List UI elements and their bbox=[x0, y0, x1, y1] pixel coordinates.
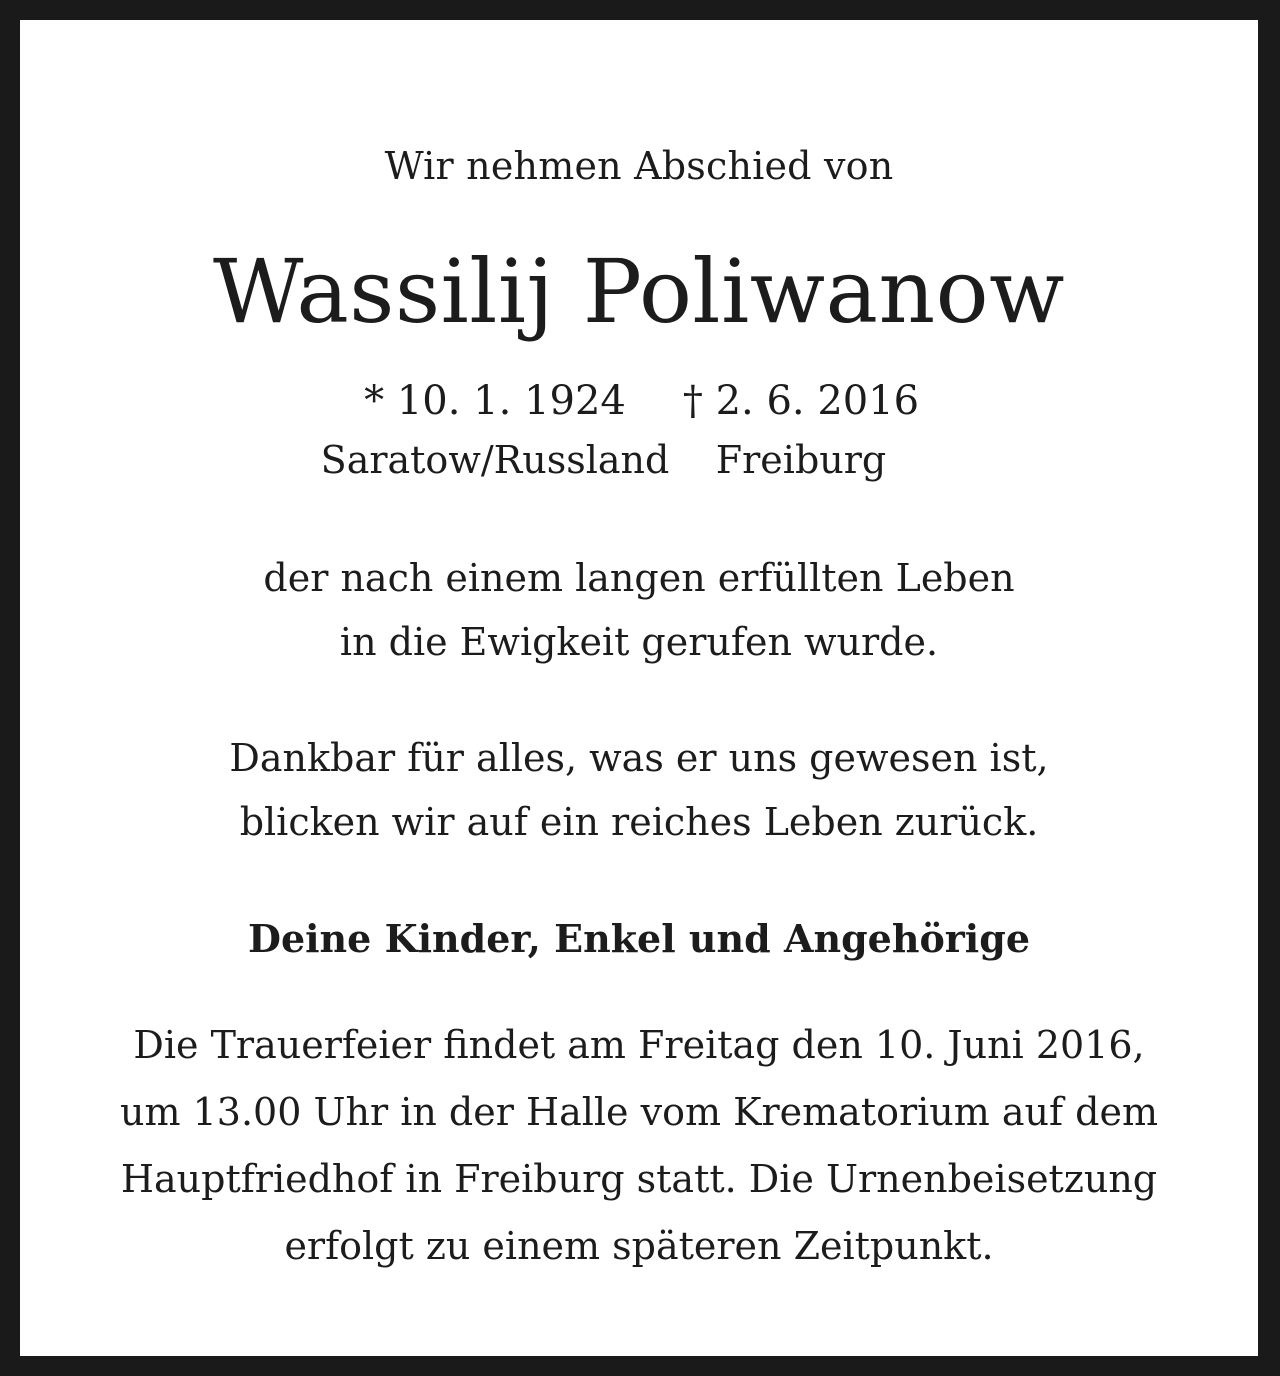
funeral-info bbox=[20, 1012, 1258, 1280]
paragraph-line: Hauptfriedhof in Freiburg statt. Die Urnenbeisetzung bbox=[120, 1157, 1158, 1201]
death-place: Freiburg bbox=[715, 438, 887, 482]
life-paragraph bbox=[20, 546, 1258, 674]
death-info bbox=[656, 378, 946, 482]
paragraph-line: Die Trauerfeier findet am Freitag den 10. Juni 2016, bbox=[133, 1023, 1145, 1067]
paragraph-line: der nach einem langen erfüllten Leben bbox=[263, 556, 1015, 600]
birth-info bbox=[300, 378, 690, 482]
intro-text: Wir nehmen Abschied von bbox=[384, 144, 894, 188]
paragraph-line: blicken wir auf ein reiches Leben zurück. bbox=[239, 800, 1039, 844]
signature: Deine Kinder, Enkel und Angehörige bbox=[247, 916, 1030, 961]
gratitude-paragraph bbox=[20, 726, 1258, 854]
paragraph-line: in die Ewigkeit gerufen wurde. bbox=[339, 620, 939, 664]
obituary-notice bbox=[20, 20, 1258, 1356]
deceased-name: Wassilij Poliwanow bbox=[213, 240, 1065, 343]
paragraph-line: um 13.00 Uhr in der Halle vom Krematorium auf dem bbox=[120, 1090, 1158, 1134]
paragraph-line: erfolgt zu einem späteren Zeitpunkt. bbox=[284, 1224, 994, 1268]
birth-place: Saratow/Russland bbox=[320, 438, 670, 482]
birth-date: * 10. 1. 1924 bbox=[364, 378, 626, 424]
death-date: † 2. 6. 2016 bbox=[682, 378, 920, 424]
paragraph-line: Dankbar für alles, was er uns gewesen ist, bbox=[229, 736, 1049, 780]
